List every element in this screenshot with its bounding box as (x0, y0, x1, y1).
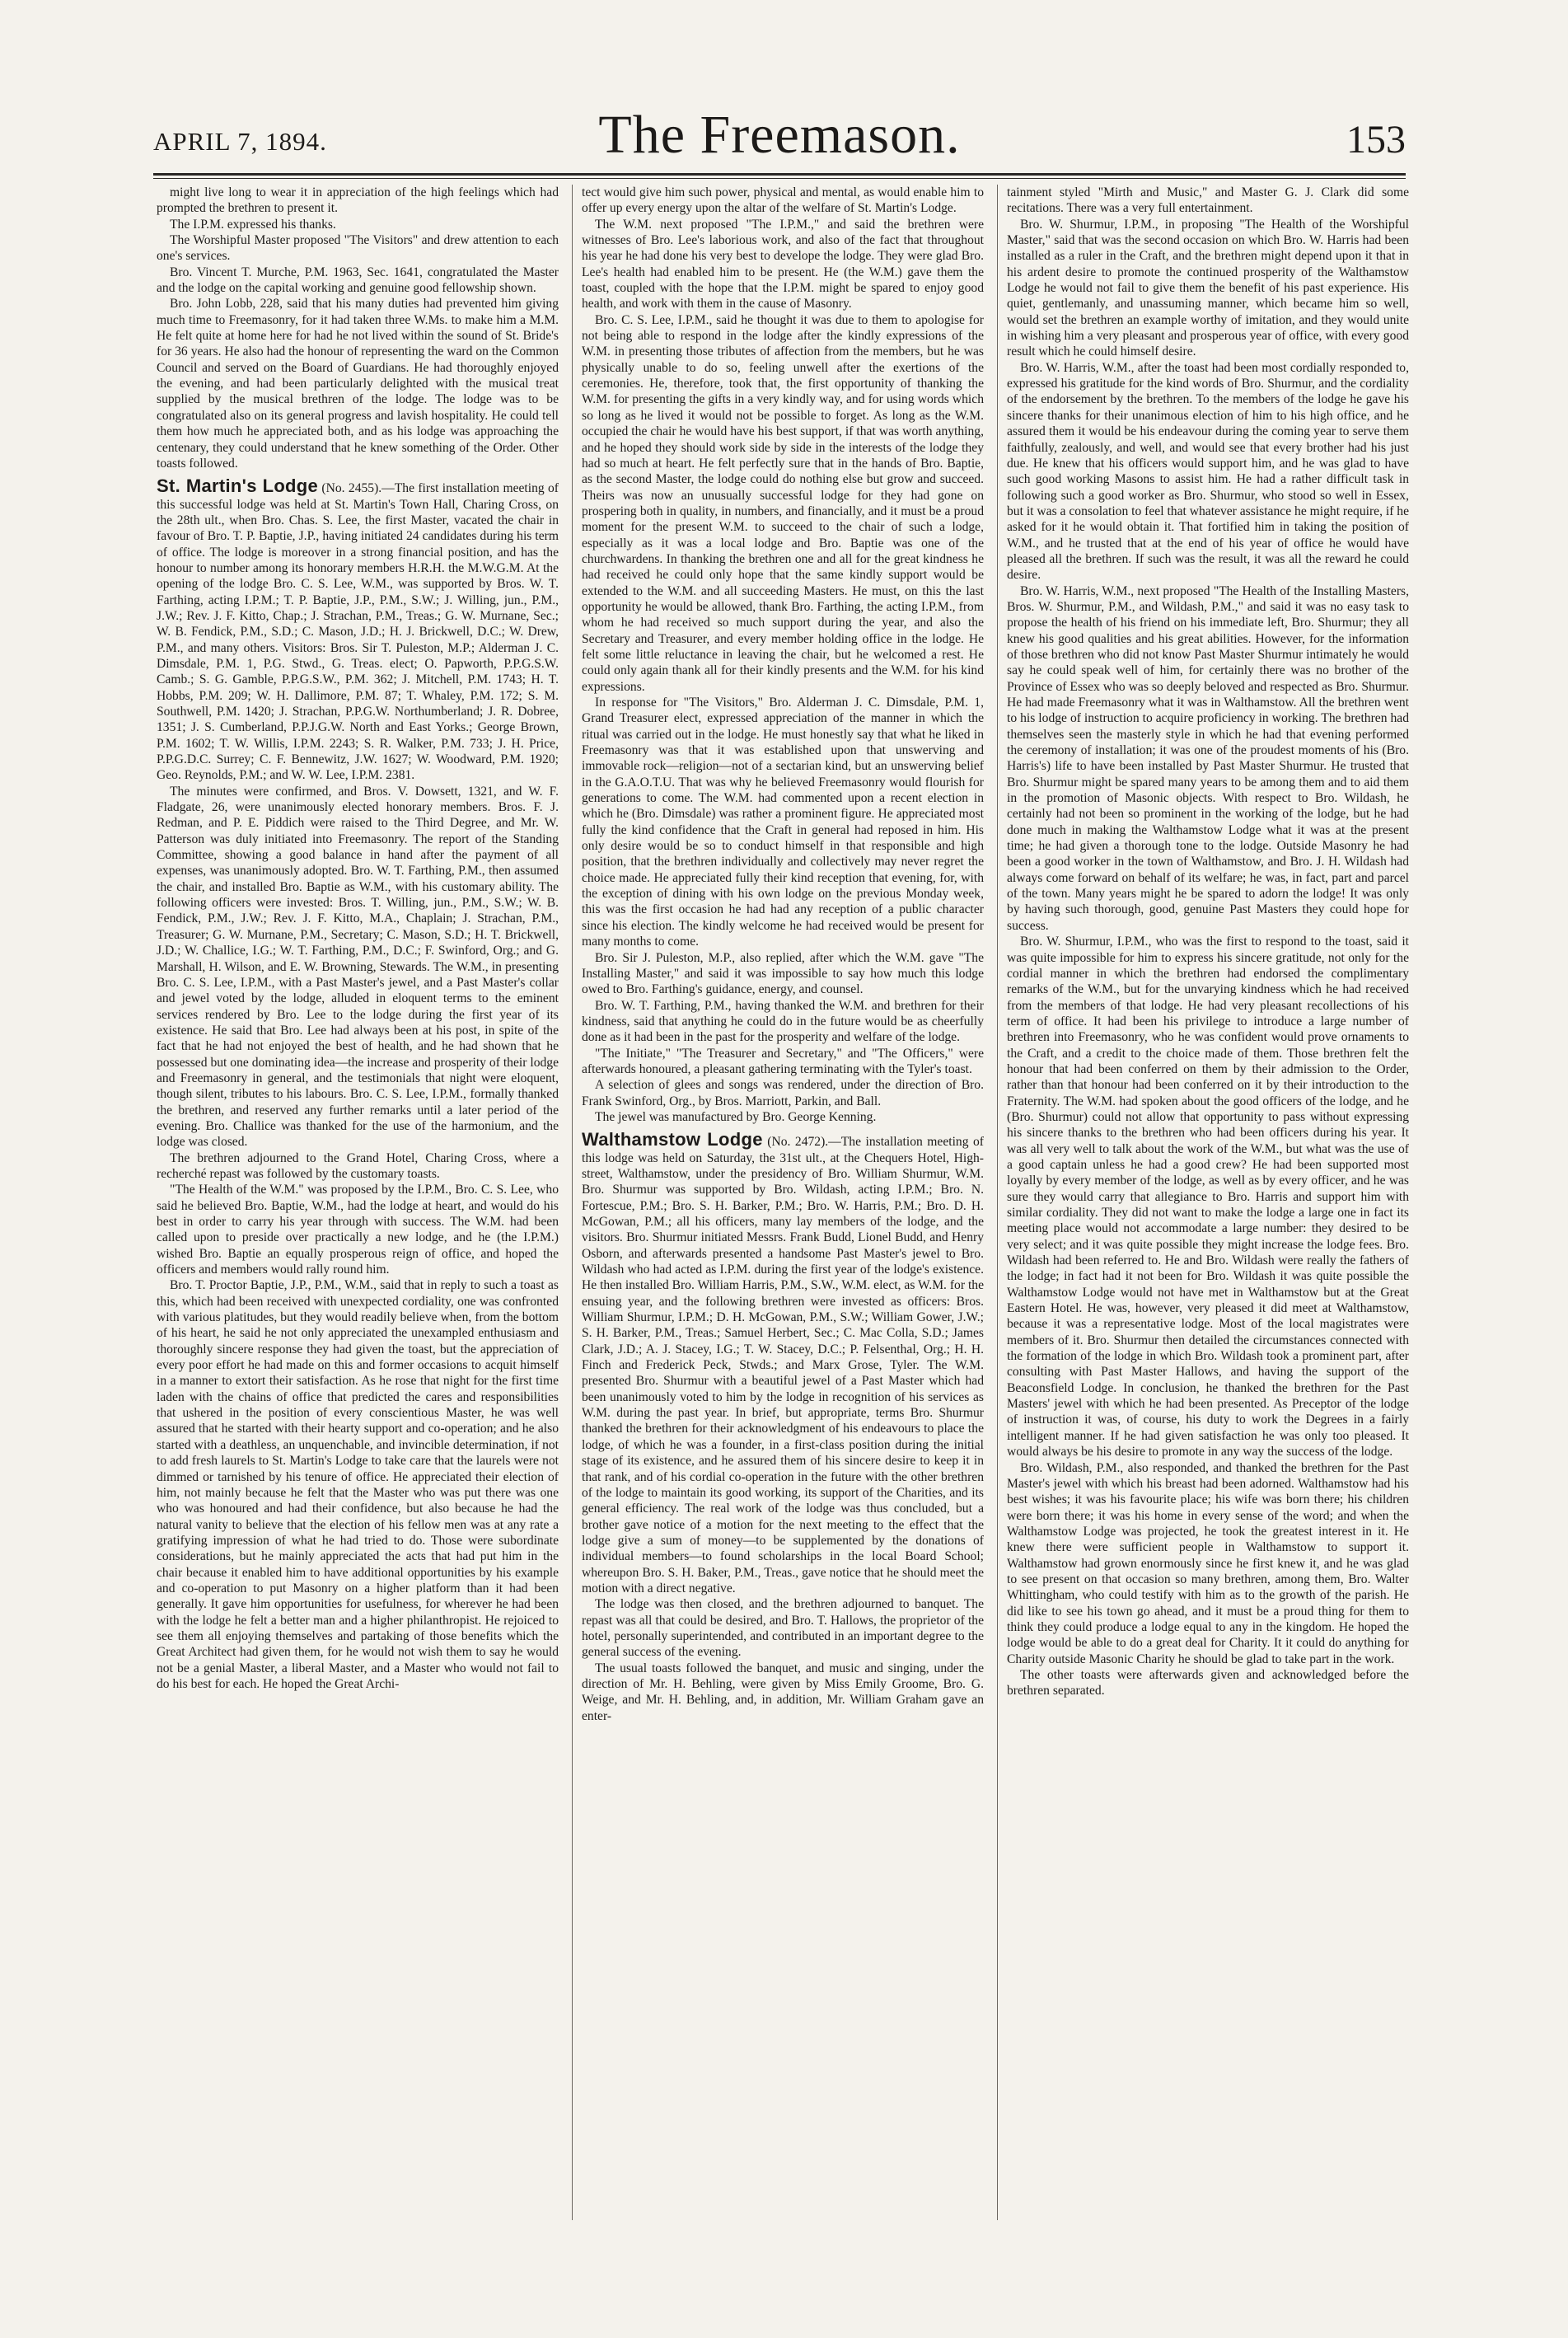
article-paragraph (582, 1077, 984, 1109)
column-2 (582, 185, 984, 2220)
article-paragraph (1007, 1460, 1409, 1667)
paragraph-text: In response for "The Visitors," Bro. Alderman J. C. Dimsdale, P.M. 1, Grand Treasurer elect, expressed appreciation of the manner in which the ritual was carried out in the lodge. He must honestly say that what he liked in Freemasonry was that it was established upon that unswerving and immovable rock—religion—not of a sectarian kind, but an unswerving belief in the G.A.O.T.U. That was why he believed Freemasonry would flourish for generations to come. The W.M. had commented upon a recent election in which he (Bro. Dimsdale) was rather a prominent figure. He appreciated most fully the kind confidence that the Craft in general had reposed in him. His only desire would be so to conduct himself in that responsible and high position, that the brethren individually and collectively may never regret the choice made. He appreciated fully their kind reception that evening, for, with the exception of dining with his own lodge on the previous Monday week, this was the first occasion he had had any reception of a public character since his election. The kindly welcome he had received would be present for many months to come. (582, 696, 984, 949)
article-paragraph (157, 185, 559, 217)
article-paragraph (1007, 185, 1409, 217)
article-paragraph (157, 784, 559, 1150)
column-divider (997, 185, 998, 2220)
paragraph-text: Bro. John Lobb, 228, said that his many duties had prevented him giving much time to Freemasonry, for it had taken three W.Ms. to make him a M.M. He felt quite at home here for had he not lived within the sound of St. Bride's for 36 years. He also had the honour of representing the ward on the Common Council and served on the Board of Guardians. He had thoroughly enjoyed the evening, and had been particularly delighted with the musical treat supplied by the musical brethren of the lodge. The lodge was to be congratulated also on its general progress and lavish hospitality. He could tell them how much he appreciated both, and as his lodge was approaching the centenary, they could understand that he knew something of the Order. Other toasts followed. (157, 297, 559, 471)
article-paragraph (157, 296, 559, 471)
masthead-rule-thin (153, 178, 1406, 179)
article-paragraph (582, 950, 984, 998)
article-paragraph (157, 217, 559, 232)
article-paragraph (1007, 934, 1409, 1459)
paragraph-text: tect would give him such power, physical and mental, as would enable him to offer up every energy upon the altar of the welfare of St. Martin's Lodge. (582, 185, 984, 216)
paragraph-text: The brethren adjourned to the Grand Hotel, Charing Cross, where a recherché repast was followed by the customary toasts. (157, 1150, 559, 1181)
paragraph-text: Bro. Vincent T. Murche, P.M. 1963, Sec. 1641, congratulated the Master and the lodge on the capital working and genuine good fellowship shown. (157, 265, 559, 296)
article-paragraph (157, 1150, 559, 1183)
lodge-report-paragraph (157, 478, 559, 784)
paragraph-text: Bro. W. T. Farthing, P.M., having thanked the W.M. and brethren for their kindness, said that anything he could do in the future would be as cheerfully done as it had been in the past for the prosperity and welfare of the lodge. (582, 998, 984, 1045)
paragraph-text: Bro. W. Harris, W.M., after the toast had been most cordially responded to, expressed his gratitude for the kind words of Bro. Shurmur, and the cordiality of the endorsement by the brethren. To the members of the lodge he gave his sincere thanks for their unanimous election of him to his high office, and he assured them it would be his endeavour during the coming year to serve them faithfully, zealously, and well, and would see that every brother had his just due. He knew that his officers would support him, and he was glad to have such good working Masons to assist him. He had a rather difficult task in following such a good worker as Bro. Shurmur, who stood so well in Essex, but it was a consolation to feel that whatever assistance he might require, if he asked for it he would obtain it. That fortified him in taking the position of W.M., and he trusted that at the end of his year of office he would have pleased all the brethren. If such was the result, it was all the reward he could desire. (1007, 360, 1409, 583)
article-paragraph (582, 1661, 984, 1724)
issue-date: APRIL 7, 1894. (153, 127, 327, 156)
publication-title: The Freemason. (598, 105, 961, 165)
article-paragraph (157, 1182, 559, 1277)
lodge-report-paragraph (582, 1129, 984, 1596)
article-paragraph (1007, 217, 1409, 360)
masthead (153, 97, 1406, 171)
column-3 (1007, 185, 1409, 2220)
lodge-heading: Walthamstow Lodge (582, 1129, 763, 1150)
article-paragraph (582, 312, 984, 695)
article-paragraph (1007, 1667, 1409, 1699)
article-paragraph (157, 1277, 559, 1692)
masthead-rule (153, 173, 1406, 176)
lodge-heading: St. Martin's Lodge (157, 476, 319, 497)
paragraph-text: Bro. W. Harris, W.M., next proposed "The Health of the Installing Masters, Bros. W. Shurmur, P.M., and Wildash, P.M.," and said it was no easy task to propose the health of his friend on his immediate left, Bro. Shurmur; they all knew his good qualities and his great abilities. However, for the information of those brethren who did not know Past Master Shurmur intimately he would say he could speak well of him, for certainly there was no brother of the Province of Essex who was so deeply beloved and respected as Bro. Shurmur. He had made Freemasonry what it was in Walthamstow. All the brethren went to his lodge of instruction to acquire proficiency in working. The brethren had themselves seen the masterly style in which he had that evening performed the ceremony of installation; it was one of the proudest moments of his (Bro. Harris's) life to have been installed by Past Master Shurmur. He trusted that Bro. Shurmur might be spared many years to be among them and to aid them in the promotion of Masonic objects. With respect to Bro. Wildash, he certainly had not been so prominent in the working of the lodge, but he had done much in making the Walthamstow Lodge what it was at the present time; he had given a thorough tone to the lodge. Outside Masonry he had been a good worker in the town of Walthamstow, and Bro. J. H. Wildash had always come forward on behalf of its welfare; he was, in fact, part and parcel of the town. Many years might he be spared to adorn the lodge! It was only by having such thorough, good, genuine Past Masters they could hope for success. (1007, 583, 1409, 933)
article-paragraph (582, 998, 984, 1046)
article-paragraph (157, 232, 559, 265)
paragraph-text: Bro. C. S. Lee, I.P.M., said he thought it was due to them to apologise for not being able to respond in the lodge after the kindly expressions of the W.M. in presenting those tributes of affection from the members, but he was physically unable to do so, feeling unwell after the exertions of the ceremonies. He, therefore, took that, the first opportunity of thanking the W.M. for presenting the gifts in a very kindly way, and for using words which so long as he lived it would not be possible to forget. As long as the W.M. occupied the chair he would have his best support, if that was worth anything, and he hoped they should work side by side in the interests of the lodge they had so much at heart. He felt perfectly sure that in the hands of Bro. Baptie, as the second Master, the lodge could do nothing else but grow and succeed. Theirs was now an unusually successful lodge for they had gone on prospering both in quality, in numbers, and financially, and it must be a proud moment for the present W.M. to succeed to the chair of such a lodge, especially as it was a local lodge and Bro. Baptie was one of the churchwardens. In thanking the brethren one and all for the great kindness he had received he could only hope that the same kindly support would be extended to the W.M. and all succeeding Masters. He must, on this the last opportunity he would be allowed, thank Bro. Farthing, the acting I.P.M., from whom he had received so much support during the year, and also the Secretary and Treasurer, and every member holding office in the lodge. He felt some little reluctance in leaving the chair, but he welcomed a rest. He could only again thank all for their kindly presents and the W.M. for his kind expressions. (582, 312, 984, 694)
paragraph-text: (No. 2472).—The installation meeting of this lodge was held on Saturday, the 31st ult., at the Chequers Hotel, High-street, Walthamstow, under the presidency of Bro. William Shurmur, W.M. Bro. Shurmur was supported by Bro. Wildash, acting I.P.M.; Bro. N. Fortescue, P.M.; Bro. S. H. Barker, P.M.; Bro. W. Harris, P.M.; Bro. D. H. McGowan, P.M.; all his officers, many lay members of the lodge, and the visitors. Bro. Shurmur initiated Messrs. Frank Budd, Lionel Budd, and Henry Osborn, and afterwards presented a handsome Past Master's jewel to Bro. Wildash who had acted as I.P.M. during the first year of the lodge's existence. He then installed Bro. William Harris, P.M., S.W., W.M. elect, as W.M. for the ensuing year, and the following brethren were invested as officers: Bros. William Shurmur, I.P.M.; D. H. McGowan, P.M., S.W.; William Gower, J.W.; S. H. Barker, P.M., Treas.; Samuel Herbert, Sec.; C. Mac Colla, S.D.; James Clark, J.D.; A. J. Stacey, I.G.; T. W. Stacey, D.C.; P. Felsenthal, Org.; H. H. Finch and Frederick Peck, Stwds.; and Marx Grose, Tyler. The W.M. presented Bro. Shurmur with a beautiful jewel of a Past Master which had been unanimously voted to him by the lodge in recognition of his services as W.M. during the past year. In brief, but appropriate, terms Bro. Shurmur thanked the brethren for their acknowledgment of his endeavours to place the lodge, of which he was a founder, in a first-class position during the initial stage of its existence, and he assured them of his sincere desire to keep it in that rank, and of his cordial co-operation in the future with the other brethren of the lodge to maintain its good working, its support of the Charities, and its general efficiency. The real work of the lodge was thus concluded, but a brother gave notice of a motion for the next meeting to the effect that the lodge give a sum of money—to be supplemented by the donations of individual members—to found scholarships in the local Board School; whereupon Bro. S. H. Baker, P.M., Treas., gave notice that he should meet the motion with a direct negative. (582, 1135, 984, 1595)
column-divider (572, 185, 573, 2220)
page-number: 153 (1346, 118, 1406, 162)
article-paragraph (582, 217, 984, 312)
paragraph-text: "The Health of the W.M." was proposed by the I.P.M., Bro. C. S. Lee, who said he believed Bro. Baptie, W.M., had the lodge at heart, and would do his best in order to carry his year through with success. The W.M. had been called upon to preside over practically a new lodge, and he (the I.P.M.) wished Bro. Baptie an equally prosperous reign of office, and hoped the officers and members would rally round him. (157, 1183, 559, 1277)
column-1 (157, 185, 559, 2220)
paragraph-text: The minutes were confirmed, and Bros. V. Dowsett, 1321, and W. F. Fladgate, 26, were unanimously elected honorary members. Bros. F. J. Redman, and P. E. Piddich were raised to the Third Degree, and Mr. W. Patterson was duly initiated into Freemasonry. The report of the Standing Committee, showing a good balance in hand after the payment of all expenses, was unanimously adopted. Bro. W. T. Farthing, P.M., then assumed the chair, and installed Bro. Baptie as W.M., with his customary ability. The following officers were invested: Bros. T. Willing, jun., P.M., S.W.; W. B. Fendick, P.M., J.W.; Rev. J. F. Kitto, M.A., Chaplain; J. Strachan, P.M., Treasurer; G. W. Murnane, P.M., Secretary; C. Mason, S.D.; H. T. Brickwell, J.D.; W. Challice, I.G.; W. T. Farthing, P.M., D.C.; F. Swinford, Org.; and G. Marshall, H. Wilson, and E. W. Browning, Stewards. The W.M., in presenting Bro. C. S. Lee, I.P.M., with a Past Master's jewel, and a Past Master's collar and jewel voted by the lodge, alluded in eloquent terms to the eminent services rendered by Bro. Lee to the lodge during the first year of its existence. He said that Bro. Lee had always been at his post, in spite of the fact that he had not enjoyed the best of health, and he had shown that he possessed but one dominating idea—the increase and prosperity of their lodge and Freemasonry in general, and the testimonials that night were eloquent, though silent, tributes to his labours. Bro. C. S. Lee, I.P.M., formally thanked the brethren, and reserved any further remarks until a later period of the evening. Bro. Challice was thanked for the use of the harmonium, and the lodge was closed. (157, 784, 559, 1150)
article-paragraph (1007, 360, 1409, 583)
article-paragraph (582, 1109, 984, 1125)
paragraph-text: A selection of glees and songs was rendered, under the direction of Bro. Frank Swinford, Org., by Bros. Marriott, Parkin, and Ball. (582, 1078, 984, 1108)
paragraph-text: tainment styled "Mirth and Music," and Master G. J. Clark did some recitations. There was a very full entertainment. (1007, 185, 1409, 216)
paragraph-text: Bro. Wildash, P.M., also responded, and thanked the brethren for the Past Master's jewel with which his breast had been adorned. Walthamstow had his best wishes; it was his favourite place; his wife was born there; his children were born there; it was his home in every sense of the word; and when the Walthamstow Lodge was projected, he took the greatest interest in it. He knew there were sufficient people in Walthamstow to support it. Walthamstow had grown enormously since he first knew it, and he was glad to see present on that occasion so many brethren, among them, Bro. Walter Whittingham, who could testify with him as to the growth of the parish. He did like to see his town go ahead, and it must be a proud thing for them to think they could produce a lodge equal to any in the kingdom. He hoped the lodge would be able to do a great deal for Charity. It it could do anything for Charity outside Masonic Charity he should be glad to take part in the work. (1007, 1460, 1409, 1666)
paragraph-text: The usual toasts followed the banquet, and music and singing, under the direction of Mr. H. Behling, were given by Miss Emily Groome, Bro. G. Weige, and Mr. H. Behling, and, in addition, Mr. William Graham gave an enter- (582, 1661, 984, 1723)
article-paragraph (582, 185, 984, 217)
article-paragraph (582, 695, 984, 950)
paragraph-text: Bro. T. Proctor Baptie, J.P., P.M., W.M., said that in reply to such a toast as this, which had been received with unexpected cordiality, one was confronted with various platitudes, but they would readily believe when, from the bottom of his heart, he said he not only appreciated the unexampled enthusiasm and thoroughly sincere response they had given the toast, but the appreciation of every poor effort he had made on this and former occasions to acquit himself in a manner to extort their satisfaction. As he rose that night for the first time laden with the chains of office that predicted the cares and responsibilities that ushered in the position of every conscientious Master, he was well assured that he started with their hearty support and co-operation; and he also started with a deathless, an unquenchable, and invincible determination, if not to add fresh laurels to St. Martin's Lodge to take care that the laurels were not dimmed or tarnished by his tenure of office. He appreciated their election of him, not mainly because he felt that the Master who was put there was one who was honoured and had their confidence, but also because he had the natural vanity to believe that the election of his fellow men was at any rate a gratifying impression of what he had tried to do. Those were subordinate considerations, but he mainly appreciated the acts that had put him in the chair because it enabled him to have additional opportunities by his example and co-operation to put Masonry on a higher platform than it had been generally. It gave him opportunities for usefulness, for wherever he had been with the lodge he felt a better man and a higher philanthropist. He rejoiced to see them all enjoying themselves and partaking of those benefits which the Great Architect had given them, for he would not wish them to say he would not be a genial Master, a liberal Master, and a Master who would not fail to do his best for each. He hoped the Great Archi- (157, 1278, 559, 1691)
paragraph-text: The Worshipful Master proposed "The Visitors" and drew attention to each one's services. (157, 233, 559, 264)
paragraph-text: Bro. W. Shurmur, I.P.M., in proposing "The Health of the Worshipful Master," said that was the second occasion on which Bro. W. Harris had been installed as a ruler in the Craft, and the brethren might depend upon it that in his ardent desire to promote the continued prosperity of the Walthamstow Lodge he would not fail to give them the benefit of his past experience. His quiet, gentlemanly, and unassuming manner, which became him so well, would set the brethren an example worthy of imitation, and they would unite in wishing him a very pleasant and prosperous year of office, with every good result which he could himself desire. (1007, 217, 1409, 359)
article-paragraph (582, 1046, 984, 1078)
paragraph-text: "The Initiate," "The Treasurer and Secretary," and "The Officers," were afterwards honoured, a pleasant gathering terminating with the Tyler's toast. (582, 1046, 984, 1076)
paragraph-text: The lodge was then closed, and the brethren adjourned to banquet. The repast was all that could be desired, and Bro. T. Hallows, the proprietor of the hotel, personally superintended, and contributed in an important degree to the general success of the evening. (582, 1597, 984, 1660)
article-paragraph (1007, 583, 1409, 935)
article-paragraph (582, 1596, 984, 1660)
article-paragraph (157, 265, 559, 297)
paragraph-text: The other toasts were afterwards given and acknowledged before the brethren separated. (1007, 1667, 1409, 1698)
paragraph-text: Bro. Sir J. Puleston, M.P., also replied, after which the W.M. gave "The Installing Master," and said it was impossible to say how much this lodge owed to Bro. Farthing's guidance, energy, and counsel. (582, 950, 984, 997)
paragraph-text: The W.M. next proposed "The I.P.M.," and said the brethren were witnesses of Bro. Lee's laborious work, and also of the fact that throughout his year he had done his very best to develope the lodge. They were glad Bro. Lee's health had enabled him to be present. He (the W.M.) gave them the toast, coupled with the hope that the I.P.M. might be spared to enjoy good health, and work with them in the cause of Masonry. (582, 217, 984, 312)
paragraph-text: (No. 2455).—The first installation meeting of this successful lodge was held at St. Martin's Town Hall, Charing Cross, on the 28th ult., when Bro. Chas. S. Lee, the first Master, vacated the chair in favour of Bro. T. P. Baptie, J.P., having initiated 24 candidates during his term of office. The lodge is moreover in a strong financial position, and has the honour to number among its honorary members H.R.H. the M.W.G.M. At the opening of the lodge Bro. C. S. Lee, W.M., was supported by Bros. W. T. Farthing, acting I.P.M.; T. P. Baptie, J.P., P.M., S.W.; J. Willing, jun., P.M., J.W.; Rev. J. F. Kitto, Chap.; J. Strachan, P.M., Treas.; G. W. Murnane, Sec.; W. B. Fendick, P.M., S.D.; C. Mason, J.D.; H. J. Brickwell, D.C.; W. Drew, P.M., and many others. Visitors: Bros. Sir T. Puleston, M.P.; Alderman J. C. Dimsdale, P.M. 1, P.G. Stwd., G. Treas. elect; O. Papworth, P.P.G.S.W. Camb.; S. G. Gamble, P.P.G.S.W., P.M. 362; J. Mitchell, P.M. 1743; H. T. Hobbs, P.M. 209; W. H. Dallimore, P.M. 87; T. Whaley, P.M. 172; S. M. Southwell, P.M. 1420; J. Strachan, P.P.G.W. Northumberland; J. R. Dobree, 1351; J. S. Cumberland, P.P.J.G.W. North and East Yorks.; George Brown, P.M. 1602; T. W. Willis, I.P.M. 2243; S. R. Walker, P.M. 733; J. H. Price, P.P.G.D.C. Surrey; C. F. Bennewitz, J.W. 1627; W. Woodward, P.M. 1920; Geo. Reynolds, P.M.; and W. W. Lee, I.P.M. 2381. (157, 481, 559, 783)
paragraph-text: Bro. W. Shurmur, I.P.M., who was the first to respond to the toast, said it was quite impossible for him to express his sincere gratitude, not only for the cordial manner in which the brethren had endorsed the complimentary remarks of the W.M., but for the unvarying kindness which he had received from the members of that lodge. He had very pleasant recollections of his term of office. It had been his privilege to introduce a large number of brethren into Freemasonry, who he was confident would prove ornaments to the Craft, and a credit to the choice made of them. Those brethren felt the honour that had been conferred on them by their admission to the Order, rather than that honour had been conferred on it by their introduction to the Fraternity. The W.M. had spoken about the good officers of the lodge, and he (Bro. Shurmur) could not allow that opportunity to pass without expressing his sincere thanks to the brethren who had been officers during his year. It was all very well to talk about the work of the W.M., but what was the use of a good captain unless he had a good crew? He had been supported most loyally by every member of the lodge, as well as by every officer, and he was sure they would carry that allegiance to Bro. Harris and support him with similar cordiality. They did not want to make the lodge a large one in fact its meeting place would not accommodate a large number: they desired to be very select; and it was quite possible they might increase the lodge fees. Bro. Wildash had been referred to. He and Bro. Wildash were really the fathers of the lodge; in fact had it not been for Bro. Wildash it was quite possible the Walthamstow Lodge would not have met in Walthamstow but at the Great Eastern Hotel. He was, however, very pleased it did meet at Walthamstow, because it was a representative lodge. Most of the local magistrates were members of it. Bro. Shurmur then detailed the circumstances connected with the formation of the lodge in which Bro. Wildash took a prominent part, after consulting with Past Master Hallows, and having the support of the Beaconsfield Lodge. In conclusion, he thanked the brethren for the Past Masters' jewel with which he had been presented. As Preceptor of the lodge of instruction it was, of course, his duty to work the Degrees in a fairly intelligent manner. If he had given satisfaction he was only too pleased. It would always be his desire to promote in any way the success of the lodge. (1007, 935, 1409, 1459)
paragraph-text: might live long to wear it in appreciation of the high feelings which had prompted the brethren to present it. (157, 185, 559, 216)
paragraph-text: The I.P.M. expressed his thanks. (170, 217, 336, 232)
paragraph-text: The jewel was manufactured by Bro. George Kenning. (595, 1109, 877, 1124)
